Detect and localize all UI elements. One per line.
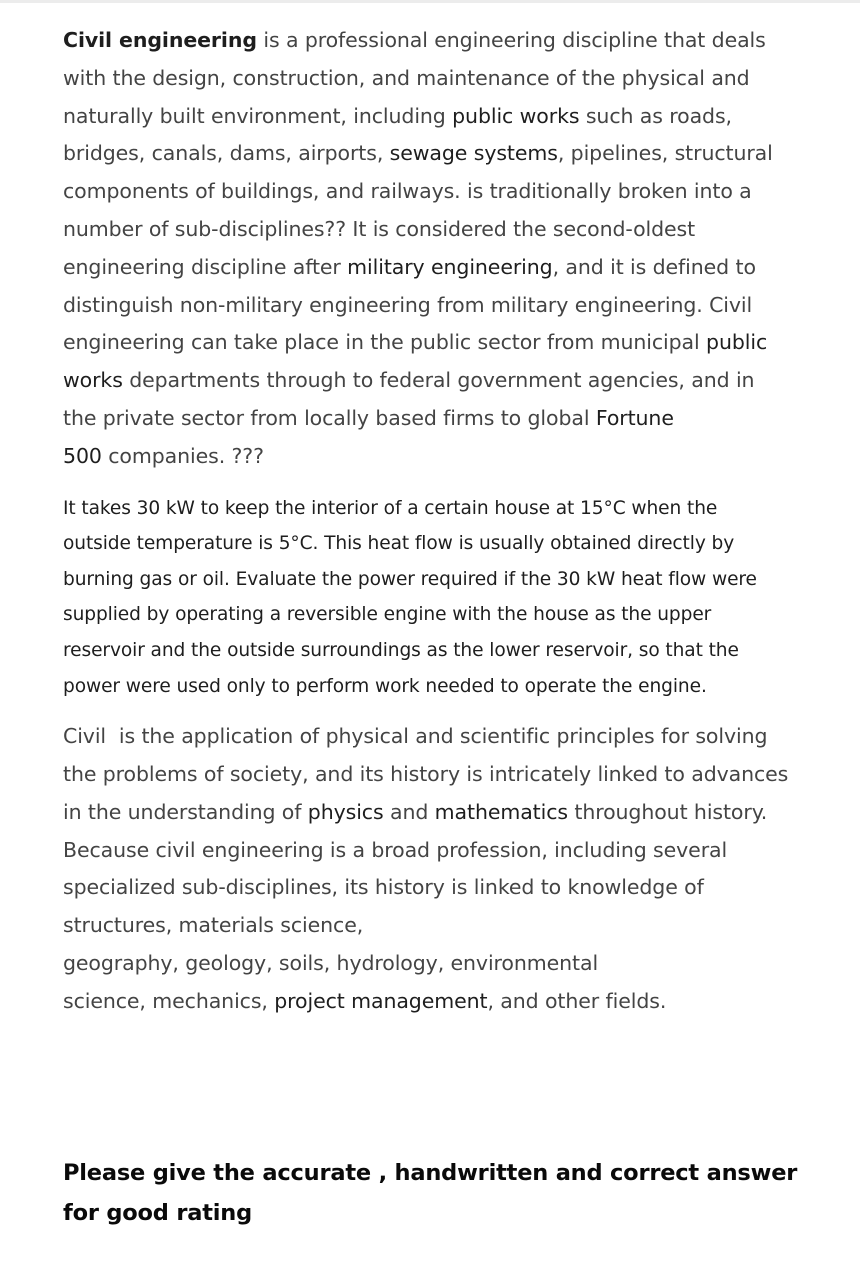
text-line: distinguish non-military engineering from military engineering. Civil xyxy=(63,292,753,317)
intro-paragraph xyxy=(63,22,823,476)
text-line: naturally built environment, including public works such as roads, xyxy=(63,103,732,128)
link-fortune-500[interactable]: 500 xyxy=(63,443,102,468)
text-line: Please give the accurate , handwritten and correct answer xyxy=(63,1160,798,1186)
request-note xyxy=(63,1153,843,1233)
text-line: Civil engineering is a professional engineering discipline that deals xyxy=(63,28,766,52)
text-line: structures, materials science, xyxy=(63,913,364,938)
text-line: the private sector from locally based firms to global Fortune xyxy=(63,405,674,430)
bold-term: Civil engineering xyxy=(63,28,257,52)
text-line: with the design, construction, and maintenance of the physical and xyxy=(63,65,750,90)
link-public-works[interactable]: public works xyxy=(452,103,580,128)
text-line: the problems of society, and its history is intricately linked to advances xyxy=(63,761,789,786)
link-public-works-departments[interactable]: public xyxy=(706,330,768,355)
text-line: Because civil engineering is a broad profession, including several xyxy=(63,837,728,862)
text-line: for good rating xyxy=(63,1200,253,1226)
text-line: components of buildings, and railways. is traditionally broken into a xyxy=(63,179,752,204)
text-line: Civil is the application of physical and scientific principles for solving xyxy=(63,724,768,749)
text-line: It takes 30 kW to keep the interior of a certain house at 15°C when the xyxy=(63,497,718,519)
link-military-engineering[interactable]: military engineering xyxy=(347,254,553,279)
text-line: number of sub-disciplines?? It is considered the second-oldest xyxy=(63,216,696,241)
link-project-management[interactable]: project management xyxy=(274,988,488,1013)
text-line: outside temperature is 5°C. This heat flow is usually obtained directly by xyxy=(63,533,735,555)
text-line: reservoir and the outside surroundings as the lower reservoir, so that the xyxy=(63,639,739,661)
text-line: specialized sub-disciplines, its history is linked to knowledge of xyxy=(63,875,704,900)
link-sewage-systems[interactable]: sewage systems xyxy=(389,141,558,166)
text-line: 500 companies. ??? xyxy=(63,443,264,468)
text-line: in the understanding of physics and mathematics throughout history. xyxy=(63,799,768,824)
text-line: supplied by operating a reversible engine with the house as the upper xyxy=(63,604,712,626)
link-fortune-500[interactable]: Fortune xyxy=(595,405,674,430)
text-line: geography, geology, soils, hydrology, environmental xyxy=(63,950,599,975)
text-line: engineering can take place in the public sector from municipal public xyxy=(63,330,768,355)
top-edge-divider xyxy=(0,0,860,3)
problem-statement xyxy=(63,491,823,705)
text-line: burning gas or oil. Evaluate the power required if the 30 kW heat flow were xyxy=(63,568,757,590)
text-line: engineering discipline after military engineering, and it is defined to xyxy=(63,254,756,279)
text-line: works departments through to federal government agencies, and in xyxy=(63,368,755,393)
link-mathematics[interactable]: mathematics xyxy=(434,799,568,824)
text-line: power were used only to perform work needed to operate the engine. xyxy=(63,675,707,697)
text-line: bridges, canals, dams, airports, sewage systems, pipelines, structural xyxy=(63,141,773,166)
text-line: science, mechanics, project management, and other fields. xyxy=(63,988,667,1013)
document-body xyxy=(63,22,823,1021)
link-physics[interactable]: physics xyxy=(307,799,384,824)
history-paragraph xyxy=(63,718,823,1020)
link-public-works-departments[interactable]: works xyxy=(63,368,123,393)
